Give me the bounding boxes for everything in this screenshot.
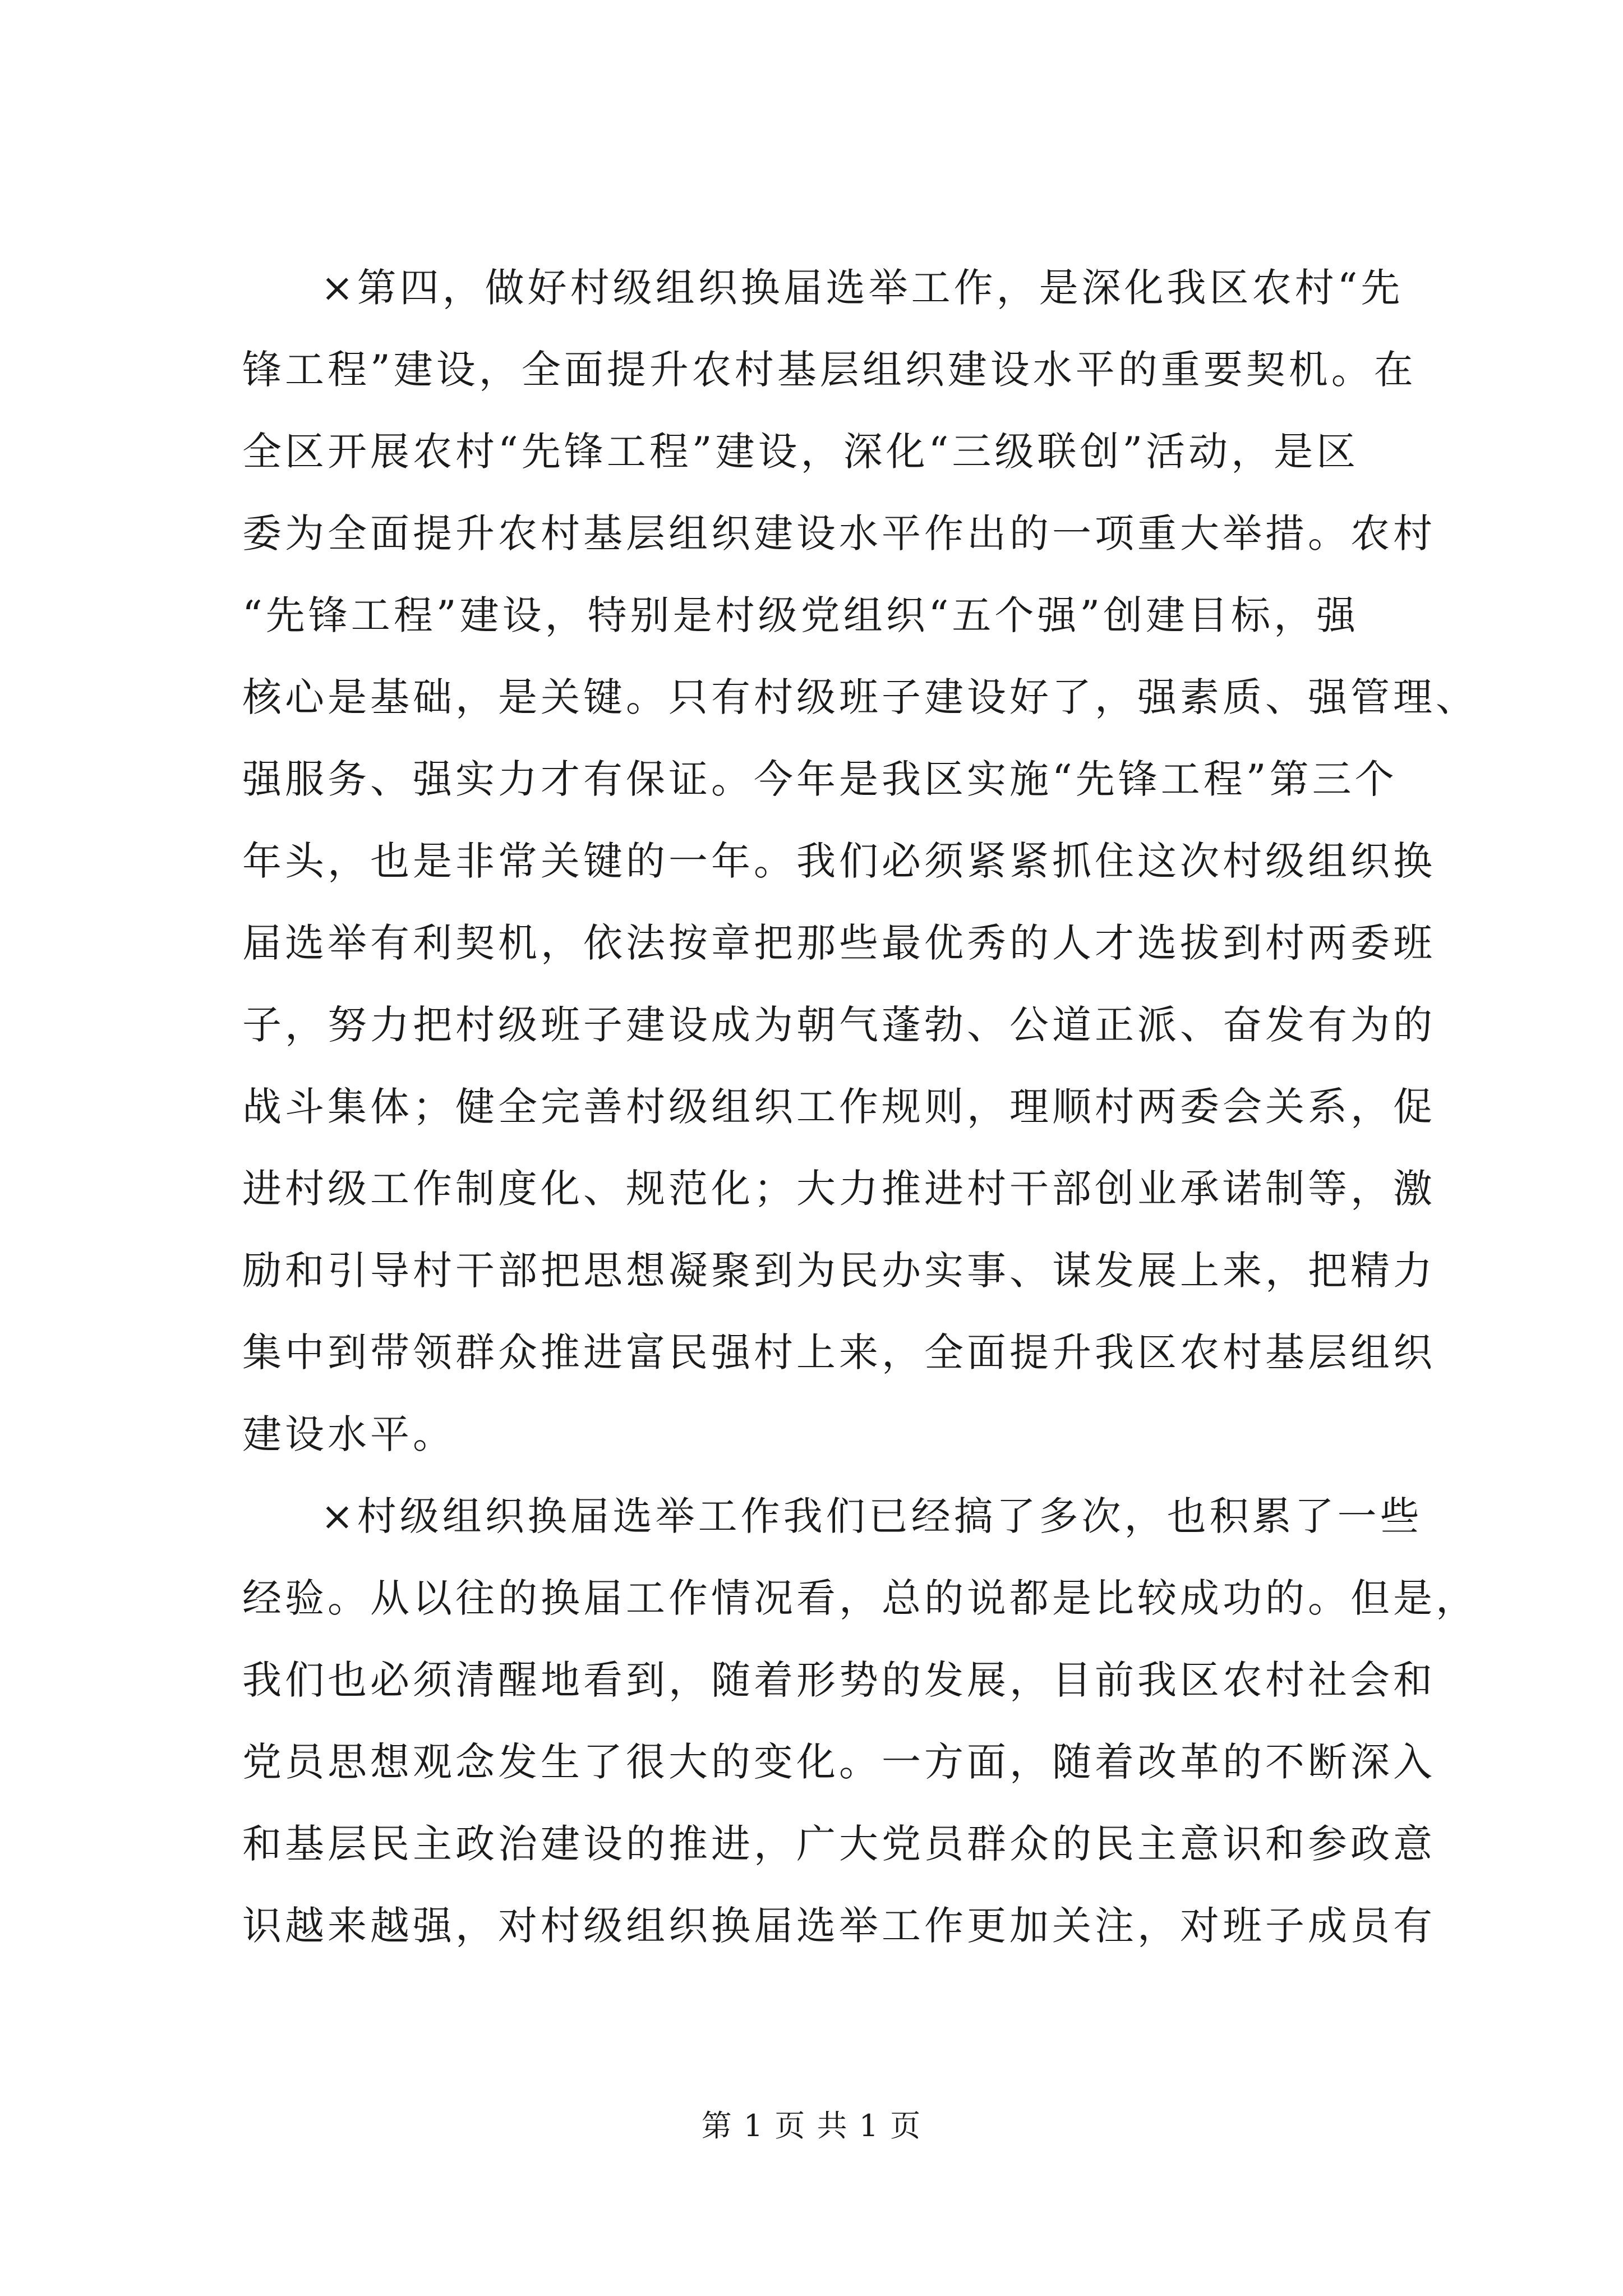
text-line: 党员思想观念发生了很大的变化。一方面，随着改革的不断深入 — [242, 1739, 1436, 1785]
text-line: 经验。从以往的换届工作情况看，总的说都是比较成功的。但是， — [242, 1575, 1478, 1621]
text-line: 和基层民主政治建设的推进，广大党员群众的民主意识和参政意 — [242, 1821, 1436, 1867]
text-line: 委为全面提升农村基层组织建设水平作出的一项重大举措。农村 — [242, 510, 1436, 556]
paragraph-2 — [242, 1475, 1478, 1967]
text-line: 建设水平。 — [242, 1411, 455, 1457]
text-line: “先锋工程”建设，特别是村级党组织“五个强”创建目标，强 — [242, 592, 1359, 638]
text-line: 识越来越强，对村级组织换届选举工作更加关注，对班子成员有 — [242, 1903, 1436, 1949]
text-line: 集中到带领群众推进富民强村上来，全面提升我区农村基层组织 — [242, 1329, 1436, 1375]
page-number-footer: 第 1 页 共 1 页 — [701, 2108, 922, 2143]
text-line: 进村级工作制度化、规范化；大力推进村干部创业承诺制等，激 — [242, 1166, 1436, 1212]
text-line: ×第四，做好村级组织换届选举工作，是深化我区农村“先 — [321, 265, 1404, 311]
text-line: ×村级组织换届选举工作我们已经搞了多次，也积累了一些 — [321, 1493, 1423, 1539]
text-line: 励和引导村干部把思想凝聚到为民办实事、谋发展上来，把精力 — [242, 1248, 1436, 1294]
document-body — [242, 247, 1478, 1967]
text-line: 全区开展农村“先锋工程”建设，深化“三级联创”活动，是区 — [242, 429, 1359, 475]
text-line: 我们也必须清醒地看到，随着形势的发展，目前我区农村社会和 — [242, 1657, 1436, 1703]
text-line: 锋工程”建设，全面提升农村基层组织建设水平的重要契机。在 — [242, 347, 1417, 393]
text-line: 年头，也是非常关键的一年。我们必须紧紧抓住这次村级组织换 — [242, 838, 1436, 884]
text-line: 强服务、强实力才有保证。今年是我区实施“先锋工程”第三个 — [242, 756, 1398, 802]
paragraph-1 — [242, 247, 1478, 1475]
text-line: 战斗集体；健全完善村级组织工作规则，理顺村两委会关系，促 — [242, 1084, 1436, 1130]
text-line: 子，努力把村级班子建设成为朝气蓬勃、公道正派、奋发有为的 — [242, 1002, 1436, 1048]
text-line: 届选举有利契机，依法按章把那些最优秀的人才选拔到村两委班 — [242, 920, 1436, 966]
text-line: 核心是基础，是关键。只有村级班子建设好了，强素质、强管理、 — [242, 674, 1478, 720]
